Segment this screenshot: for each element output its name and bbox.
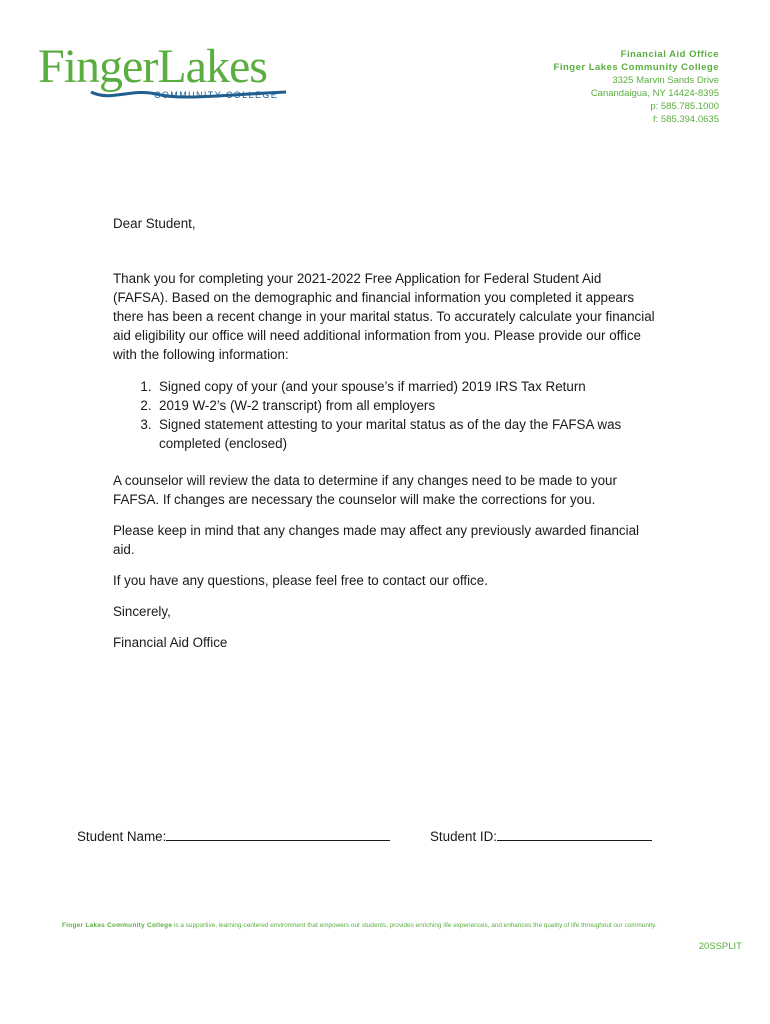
phone-number: p: 585.785.1000 xyxy=(650,101,719,112)
signature: Financial Aid Office xyxy=(113,635,228,650)
questions-paragraph: If you have any questions, please feel free to contact our office. xyxy=(113,573,488,588)
intro-paragraph: Thank you for completing your 2021-2022 Free Application for Federal Student Aid (FAFSA). Based on the demographic and financial information you completed it appears there has been a recent change in your marital status. To accurately calculate your financial aid eligibility our office will need additional information from you. Please provide our office with the following information: xyxy=(113,271,655,362)
document-code: 20SSPLIT xyxy=(698,941,742,952)
student-name-field[interactable] xyxy=(77,826,390,844)
letter-body xyxy=(113,214,658,664)
changes-paragraph: Please keep in mind that any changes made may affect any previously awarded financial aid. xyxy=(113,523,640,557)
logo-wordmark: FingerLakes xyxy=(38,40,267,93)
review-paragraph: A counselor will review the data to determine if any changes need to be made to your FAFSA. If changes are necessary the counselor will make the corrections for you. xyxy=(113,473,617,507)
student-id-label: Student ID: xyxy=(430,829,497,844)
footer-mission-statement xyxy=(62,922,657,929)
college-logo xyxy=(36,36,288,116)
office-contact-block xyxy=(554,48,719,126)
student-id-line[interactable] xyxy=(497,826,652,841)
list-item: 3. Signed statement attesting to your marital status as of the day the FAFSA was completed (enclosed) xyxy=(159,415,658,453)
fingerlakes-logo-graphic xyxy=(36,36,288,116)
requirements-list xyxy=(113,377,658,453)
college-name: Finger Lakes Community College xyxy=(553,62,719,73)
student-name-label: Student Name: xyxy=(77,829,167,844)
footer-college-name: Finger Lakes Community College xyxy=(62,922,173,929)
student-name-line[interactable] xyxy=(166,826,390,841)
fax-number: f: 585.394.0635 xyxy=(652,114,719,125)
student-id-field[interactable] xyxy=(430,826,652,844)
logo-subtitle: COMMUNITY COLLEGE xyxy=(154,90,279,100)
closing: Sincerely, xyxy=(113,604,171,619)
address-line-2: Canandaigua, NY 14424-8395 xyxy=(590,88,719,99)
list-item: 1. Signed copy of your (and your spouse’s if married) 2019 IRS Tax Return xyxy=(159,377,658,396)
office-name: Financial Aid Office xyxy=(620,49,719,60)
salutation: Dear Student, xyxy=(113,216,196,231)
address-line-1: 3325 Marvin Sands Drive xyxy=(612,75,719,86)
list-item: 2. 2019 W-2’s (W-2 transcript) from all employers xyxy=(159,396,658,415)
footer-mission-text: is a supportive, learning-centered environment that empowers our students, provides enriching life experiences, and enhances the quality of life throughout our community. xyxy=(172,922,657,929)
